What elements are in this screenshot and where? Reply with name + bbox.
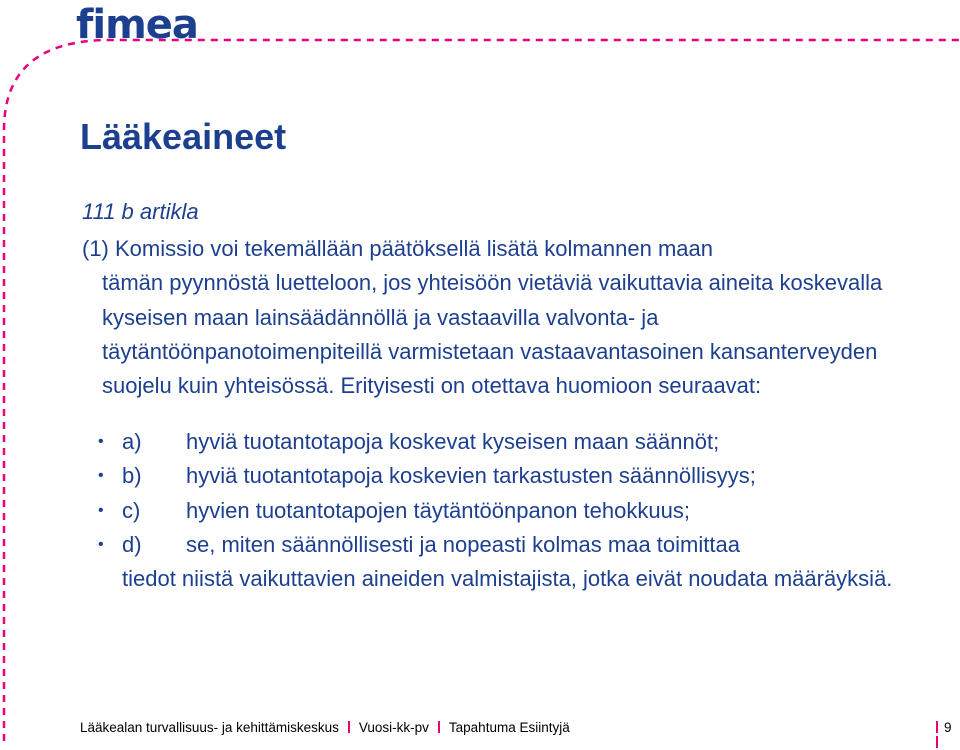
intro-rest: tämän pyynnöstä luetteloon, jos yhteisöön vietäviä vaikuttavia aineita koskevalla kyseisen maan lainsäädännöllä ja vastaavilla valvonta- ja täytäntöönpanotoimenpiteillä varmistetaan vastaavantasoinen kansanterveyden suojelu kuin yhteisössä. Erityisesti on otettava huomioon seuraavat: bbox=[102, 270, 883, 399]
item-text: se, miten säännöllisesti ja nopeasti kolmas maa toimittaa bbox=[186, 531, 740, 557]
footer-date: Vuosi-kk-pv bbox=[358, 720, 429, 735]
fimea-logo: fimea bbox=[76, 2, 198, 48]
item-letter: d) bbox=[122, 531, 142, 557]
bullet-icon: • bbox=[98, 467, 104, 485]
intro-first-line: (1) Komissio voi tekemällään päätöksellä lisätä kolmannen maan bbox=[82, 236, 713, 261]
page-number-area bbox=[930, 720, 960, 750]
slide-title: Lääkeaineet bbox=[80, 116, 287, 157]
footer bbox=[80, 720, 570, 735]
footer-separator bbox=[936, 721, 938, 733]
bullet-icon: • bbox=[98, 433, 104, 450]
footer-organization: Lääkealan turvallisuus- ja kehittämiskeskus bbox=[80, 720, 339, 735]
footer-separator bbox=[936, 736, 938, 748]
criteria-list bbox=[98, 425, 918, 596]
page-number: 9 bbox=[944, 720, 952, 735]
footer-event: Tapahtuma Esiintyjä bbox=[448, 720, 570, 735]
item-text: hyviä tuotantotapoja koskevien tarkastusten säännöllisyys; bbox=[186, 463, 756, 489]
article-reference: 111 b artikla bbox=[82, 199, 199, 224]
item-text: hyvien tuotantotapojen täytäntöönpanon tehokkuus; bbox=[186, 497, 690, 523]
item-continuation: tiedot niistä vaikuttavien aineiden valmistajista, jotka eivät noudata määräyksiä. bbox=[122, 566, 893, 592]
list-item bbox=[98, 494, 918, 528]
item-text: hyviä tuotantotapoja koskevat kyseisen maan säännöt; bbox=[186, 429, 720, 454]
item-letter: a) bbox=[122, 429, 142, 454]
list-item bbox=[98, 459, 918, 493]
item-letter: b) bbox=[122, 463, 142, 489]
footer-separator bbox=[348, 721, 350, 733]
bullet-icon: • bbox=[98, 535, 104, 553]
list-item bbox=[98, 425, 918, 459]
footer-separator bbox=[438, 721, 440, 733]
intro-paragraph bbox=[82, 232, 922, 403]
bullet-icon: • bbox=[98, 501, 104, 519]
item-letter: c) bbox=[122, 497, 141, 523]
list-item bbox=[98, 528, 918, 597]
